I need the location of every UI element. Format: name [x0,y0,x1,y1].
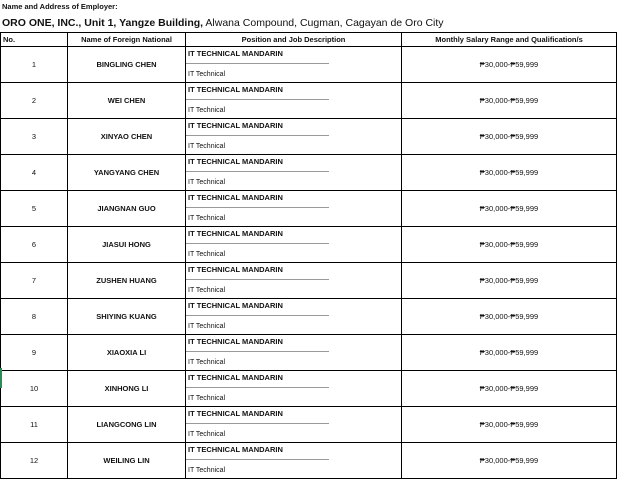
salary-range-cell[interactable]: ₱30,000-₱59,999 [402,191,617,227]
foreign-national-name-cell[interactable]: SHIYING KUANG [68,299,186,335]
salary-range-cell[interactable]: ₱30,000-₱59,999 [402,155,617,191]
salary-range-cell[interactable]: ₱30,000-₱59,999 [402,299,617,335]
company-address: Alwana Compound, Cugman, Cagayan de Oro City [203,17,444,29]
position-cell[interactable] [186,119,402,155]
employer-name-address [2,14,444,32]
table-row [1,155,617,191]
salary-range-cell[interactable]: ₱30,000-₱59,999 [402,83,617,119]
column-header-salary[interactable]: Monthly Salary Range and Qualification/s [402,33,617,47]
table-row [1,191,617,227]
table-row [1,443,617,479]
position-cell[interactable] [186,83,402,119]
foreign-national-name-cell[interactable]: ZUSHEN HUANG [68,263,186,299]
position-cell[interactable] [186,371,402,407]
position-title: IT TECHNICAL MANDARIN [186,47,329,64]
position-title: IT TECHNICAL MANDARIN [186,443,329,460]
column-header-position[interactable]: Position and Job Description [186,33,402,47]
salary-range-cell[interactable]: ₱30,000-₱59,999 [402,263,617,299]
table-row [1,263,617,299]
salary-range-cell[interactable]: ₱30,000-₱59,999 [402,371,617,407]
foreign-national-name-cell[interactable]: WEI CHEN [68,83,186,119]
row-number-cell[interactable]: 2 [1,83,68,119]
position-cell[interactable] [186,407,402,443]
foreign-national-name-cell[interactable]: XIAOXIA LI [68,335,186,371]
position-title: IT TECHNICAL MANDARIN [186,371,329,388]
job-description: IT Technical [188,71,226,78]
row-number-cell[interactable]: 9 [1,335,68,371]
job-description: IT Technical [188,287,226,294]
table-body [1,47,617,479]
position-title: IT TECHNICAL MANDARIN [186,335,329,352]
row-number-cell[interactable]: 12 [1,443,68,479]
column-header-no[interactable]: No. [1,33,68,47]
row-number-cell[interactable]: 6 [1,227,68,263]
job-description: IT Technical [188,395,226,402]
position-cell[interactable] [186,47,402,83]
job-description: IT Technical [188,215,226,222]
row-number-cell[interactable]: 10 [1,371,68,407]
position-cell[interactable] [186,299,402,335]
foreign-national-name-cell[interactable]: LIANGCONG LIN [68,407,186,443]
position-cell[interactable] [186,227,402,263]
table-row [1,83,617,119]
table-row [1,227,617,263]
job-description: IT Technical [188,323,226,330]
row-number-cell[interactable]: 7 [1,263,68,299]
position-title: IT TECHNICAL MANDARIN [186,155,329,172]
salary-range-cell[interactable]: ₱30,000-₱59,999 [402,335,617,371]
table-header-row [1,33,617,47]
table-row [1,407,617,443]
job-description: IT Technical [188,143,226,150]
job-description: IT Technical [188,467,226,474]
salary-range-cell[interactable]: ₱30,000-₱59,999 [402,47,617,83]
position-title: IT TECHNICAL MANDARIN [186,299,329,316]
foreign-national-name-cell[interactable]: BINGLING CHEN [68,47,186,83]
position-cell[interactable] [186,263,402,299]
spreadsheet-area [0,32,617,480]
foreign-national-name-cell[interactable]: JIANGNAN GUO [68,191,186,227]
job-description: IT Technical [188,431,226,438]
foreign-nationals-table [0,32,617,479]
position-title: IT TECHNICAL MANDARIN [186,83,329,100]
position-title: IT TECHNICAL MANDARIN [186,407,329,424]
employer-label: Name and Address of Employer: [2,2,118,11]
job-description: IT Technical [188,107,226,114]
salary-range-cell[interactable]: ₱30,000-₱59,999 [402,119,617,155]
salary-range-cell[interactable]: ₱30,000-₱59,999 [402,407,617,443]
table-row [1,47,617,83]
table-row [1,335,617,371]
foreign-national-name-cell[interactable]: YANGYANG CHEN [68,155,186,191]
company-name: ORO ONE, INC., Unit 1, Yangze Building, [2,17,204,29]
position-title: IT TECHNICAL MANDARIN [186,227,329,244]
salary-range-cell[interactable]: ₱30,000-₱59,999 [402,443,617,479]
row-number-cell[interactable]: 4 [1,155,68,191]
row-number-cell[interactable]: 3 [1,119,68,155]
job-description: IT Technical [188,359,226,366]
foreign-national-name-cell[interactable]: JIASUI HONG [68,227,186,263]
position-title: IT TECHNICAL MANDARIN [186,263,329,280]
foreign-national-name-cell[interactable]: XINHONG LI [68,371,186,407]
position-cell[interactable] [186,443,402,479]
job-description: IT Technical [188,251,226,258]
row-number-cell[interactable]: 8 [1,299,68,335]
position-title: IT TECHNICAL MANDARIN [186,119,329,136]
salary-range-cell[interactable]: ₱30,000-₱59,999 [402,227,617,263]
column-header-name[interactable]: Name of Foreign National [68,33,186,47]
row-number-cell[interactable]: 11 [1,407,68,443]
foreign-national-name-cell[interactable]: WEILING LIN [68,443,186,479]
row-number-cell[interactable]: 5 [1,191,68,227]
table-row [1,299,617,335]
position-cell[interactable] [186,191,402,227]
position-cell[interactable] [186,335,402,371]
table-row [1,119,617,155]
row-selection-marker [0,368,2,388]
job-description: IT Technical [188,179,226,186]
position-title: IT TECHNICAL MANDARIN [186,191,329,208]
table-row [1,371,617,407]
position-cell[interactable] [186,155,402,191]
row-number-cell[interactable]: 1 [1,47,68,83]
foreign-national-name-cell[interactable]: XINYAO CHEN [68,119,186,155]
